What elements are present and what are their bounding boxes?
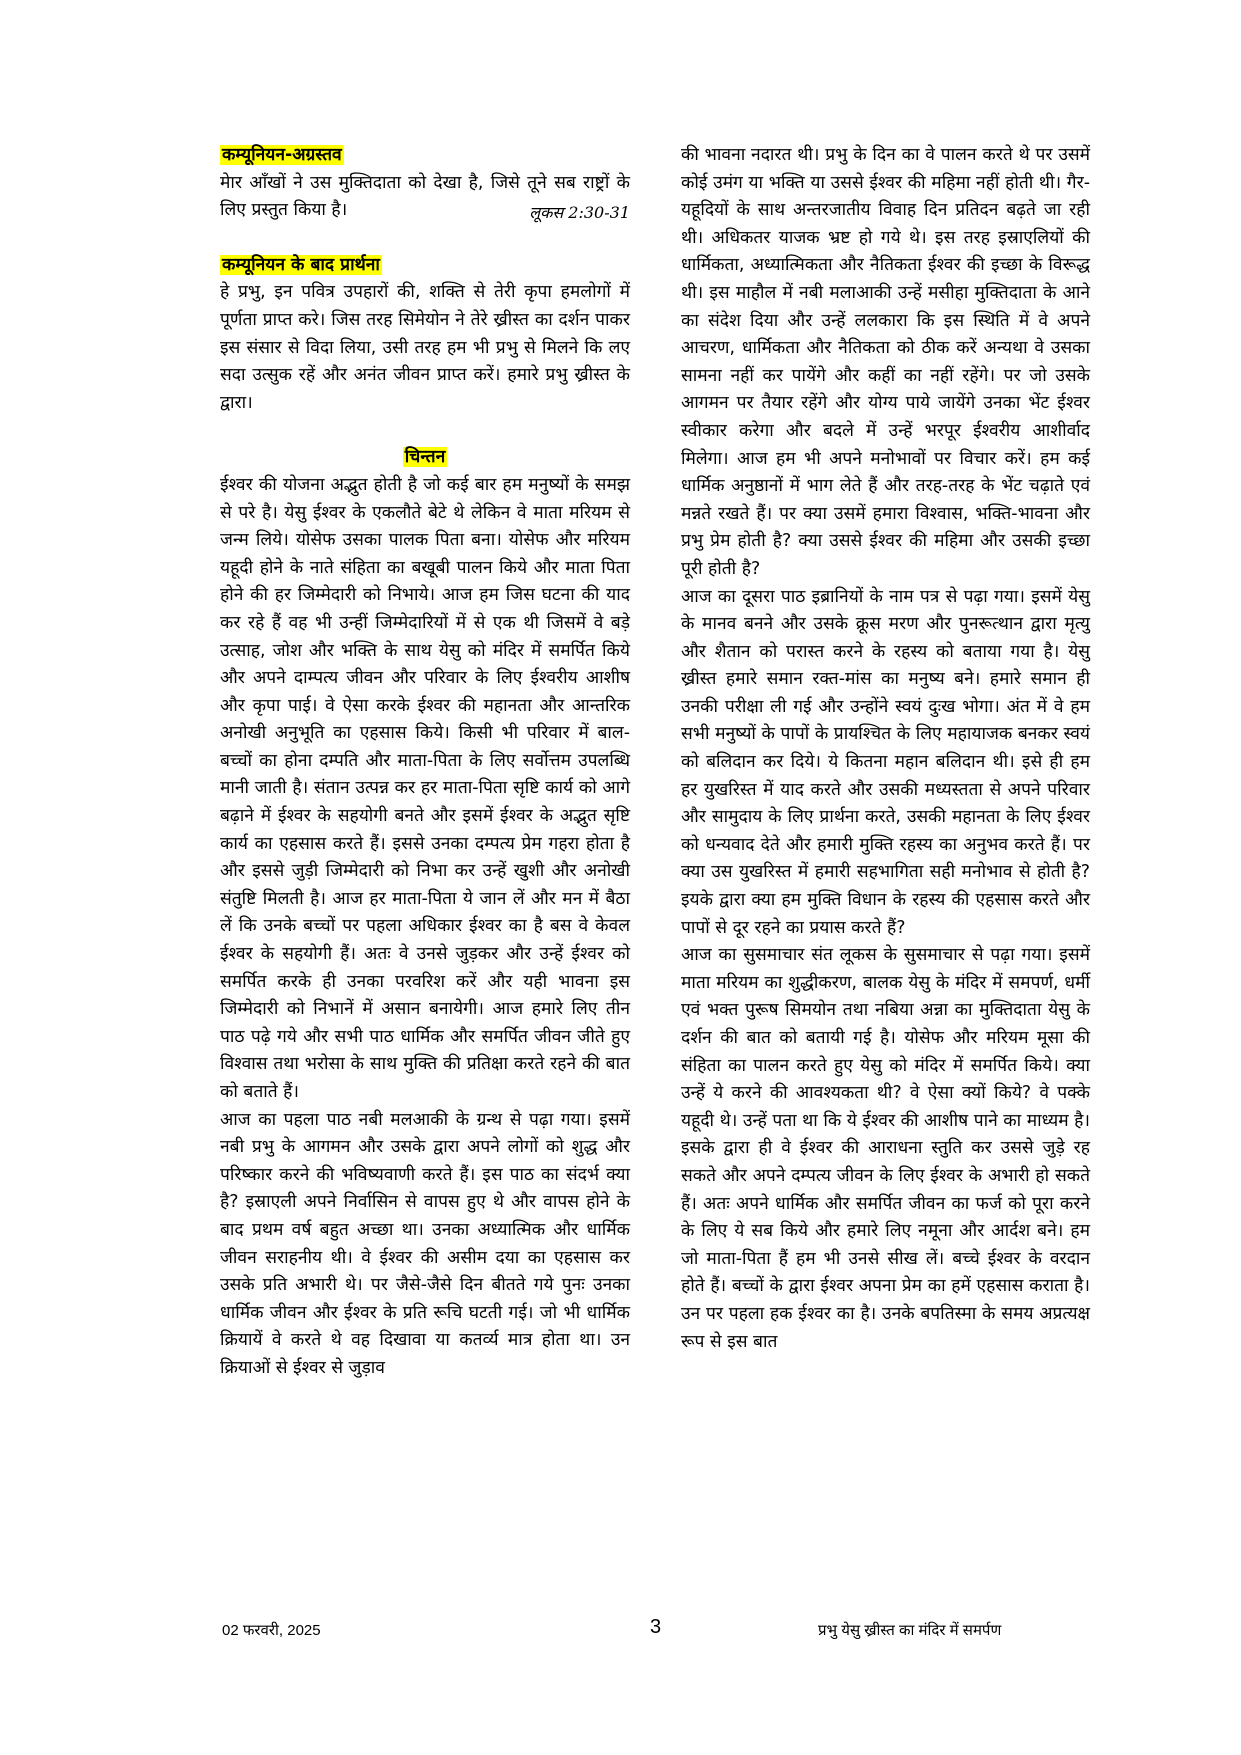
post-communion-section: [220, 252, 630, 418]
reflection-paragraph: आज का सुसमाचार संत लूकस के सुसमाचार से पढ़ा गया। इसमें माता मरियम का शुद्धीकरण, बालक येसु के मंदिर में समपर्ण, धर्मी एवं भक्त पुरूष सिमयोन तथा नबिया अन्ना का मुक्तिदाता येसु के दर्शन की बात को बतायी गई है। योसेफ और मरियम मूसा की संहिता का पालन करते हुए येसु को मंदिर में समर्पित किये। क्या उन्हें ये करने की आवश्यकता थी? वे ऐसा क्यों किये? वे पक्के यहूदी थे। उन्हें पता था कि ये ईश्वर की आशीष पाने का माध्यम है। इसके द्वारा ही वे ईश्वर की आराधना स्तुति कर उससे जुड़े रह सकते और अपने दम्पत्य जीवन के लिए ईश्वर के अभारी हो सकते हैं। अतः अपने धार्मिक और समर्पित जीवन का फर्ज को पूरा करने के लिए ये सब किये और हमारे लिए नमूना और आर्दश बने। हम जो माता-पिता हैं हम भी उनसे सीख लें। बच्चे ईश्वर के वरदान होते हैं। बच्चों के द्वारा ईश्वर अपना प्रेम का हमें एहसास कराता है। उन पर पहला हक ईश्वर का है। उनके बपतिस्मा के समय अप्रत्यक्ष रूप से इस बात: [681, 945, 1090, 1352]
spacer: [220, 225, 630, 252]
communion-antiphon-heading: कम्यूनियन-अग्रस्तव: [222, 145, 342, 165]
reflection-paragraph: आज का दूसरा पाठ इब्रानियों के नाम पत्र से पढ़ा गया। इसमें येसु के मानव बनने और उसके क्रूस मरण और पुनरूत्थान द्वारा मृत्यु और शैतान को परास्त करने के रहस्य को बताया गया है। येसु ख्रीस्त हमारे समान रक्त-मांस का मनुष्य बने। हमारे समान ही उनकी परीक्षा ली गई और उन्होंने स्वयं दुःख भोगा। अंत में वे हम सभी मनुष्यों के पापों के प्रायश्चित के लिए महायाजक बनकर स्वयं को बलिदान कर दिये। ये कितना महान बलिदान थी। इसे ही हम हर युखरिस्त में याद करते और उसकी मध्यस्तता से अपने परिवार और सामुदाय के लिए प्रार्थना करते, उसकी महानता के लिए ईश्वर को धन्यवाद देते और हमारी मुक्ति रहस्य का अनुभव करते हैं। पर क्या उस युखरिस्त में हमारी सहभागिता सही मनोभाव से होती है? इयके द्वारा क्या हम मुक्ति विधान के रहस्य की एहसास करते और पापों से दूर रहने का प्रयास करते हैं?: [681, 586, 1090, 938]
reflection-paragraph: ईश्वर की योजना अद्भुत होती है जो कई बार हम मनुष्यों के समझ से परे है। येसु ईश्वर के एकलौते बेटे थे लेकिन वे माता मरियम से जन्म लिये। योसेफ उसका पालक पिता बना। योसेफ और मरियम यहूदी होने के नाते संहिता का बखूबी पालन किये और माता पिता होने की हर जिम्मेदारी को निभाये। आज हम जिस घटना की याद कर रहे हैं वह भी उन्हीं जिम्मेदारियों में से एक थी जिसमें वे बड़े उत्साह, जोश और भक्ति के साथ येसु को मंदिर में समर्पित किये और अपने दाम्पत्य जीवन और परिवार के लिए ईश्वरीय आशीष और कृपा पाई। वे ऐसा करके ईश्वर की महानता और आन्तरिक अनोखी अनुभूति का एहसास किये। किसी भी परिवार में बाल-बच्चों का होना दम्पति और माता-पिता के लिए सर्वोत्तम उपलब्धि मानी जाती है। संतान उत्पन्न कर हर माता-पिता सृष्टि कार्य को आगे बढ़ाने में ईश्वर के सहयोगी बनते और इसमें ईश्वर के अद्भुत सृष्टि कार्य का एहसास करते हैं। इससे उनका दम्पत्य प्रेम गहरा होता है और इससे जुड़ी जिम्मेदारी को निभा कर उन्हें खुशी और अनोखी संतुष्टि मिलती है। आज हर माता-पिता ये जान लें और मन में बैठा लें कि उनके बच्चों पर पहला अधिकार ईश्वर का है बस वे केवल ईश्वर के सहयोगी हैं। अतः वे उनसे जुड़कर और उन्हें ईश्वर को समर्पित करके ही उनका परवरिश करें और यही भावना इस जिम्मेदारी को निभानें में असान बनायेगी। आज हमारे लिए तीन पाठ पढ़े गये और सभी पाठ धार्मिक और समर्पित जीवन जीते हुए विश्वास तथा भरोसा के साथ मुक्ति की प्रतिक्षा करते रहने की बात को बताते हैं।: [220, 474, 630, 1102]
left-column: [220, 142, 630, 1383]
post-communion-heading: कम्यूनियन के बाद प्रार्थना: [222, 254, 380, 275]
footer-date: 02 फरवरी, 2025: [222, 1622, 321, 1639]
spacer: [220, 417, 630, 444]
reflection-paragraph: आज का पहला पाठ नबी मलआकी के ग्रन्थ से पढ़ा गया। इसमें नबी प्रभु के आगमन और उसके द्वारा अपने लोगों को शुद्ध और परिष्कार करने की भविष्यवाणी करते हैं। इस पाठ का संदर्भ क्या है? इस्राएली अपने निर्वासिन से वापस हुए थे और वापस होने के बाद प्रथम वर्ष बहुत अच्छा था। उनका अध्यात्मिक और धार्मिक जीवन सराहनीय थी। वे ईश्वर की असीम दया का एहसास कर उसके प्रति अभारी थे। पर जैसे-जैसे दिन बीतते गये पुनः उनका धार्मिक जीवन और ईश्वर के प्रति रूचि घटती गई। जो भी धार्मिक क्रियायें वे करते थे वह दिखावा या कतर्व्य मात्र होता था। उन क्रियाओं से ईश्वर से जुड़ाव: [220, 1109, 630, 1378]
reflection-paragraph: की भावना नदारत थी। प्रभु के दिन का वे पालन करते थे पर उसमें कोई उमंग या भक्ति या उससे ईश्वर की महिमा नहीं होती थी। गैर-यहूदियों के साथ अन्तरजातीय विवाह दिन प्रतिदन बढ़ते जा रही थी। अधिकतर याजक भ्रष्ट हो गये थे। इस तरह इस्राएलियों की धार्मिकता, अध्यात्मिकता और नैतिकता ईश्वर की इच्छा के विरूद्ध थी। इस माहौल में नबी मलाआकी उन्हें मसीहा मुक्तिदाता के आने का संदेश दिया और उन्हें ललकारा कि इस स्थिति में वे अपने आचरण, धार्मिकता और नैतिकता को ठीक करें अन्यथा वे उसका सामना नहीं कर पायेंगे और कहीं का नहीं रहेंगे। पर जो उसके आगमन पर तैयार रहेंगे और योग्य पाये जायेंगे उनका भेंट ईश्वर स्वीकार करेगा और बदले में उन्हें भरपूर ईश्वरीय आशीर्वाद मिलेगा। आज हम भी अपने मनोभावों पर विचार करें। हम कई धार्मिक अनुष्ठानों में भाग लेते हैं और तरह-तरह के भेंट चढ़ाते एवं मन्नते रखते हैं। पर क्या उसमें हमारा विश्वास, भक्ति-भावना और प्रभु प्रेम होती है? क्या उससे ईश्वर की महिमा और उसकी इच्छा पूरी होती है?: [681, 145, 1090, 579]
section-heading: [220, 444, 630, 472]
communion-antiphon-section: [220, 142, 630, 225]
post-communion-prayer-text: हे प्रभु, इन पवित्र उपहारों की, शक्ति से तेरी कृपा हमलोगों में पूर्णता प्राप्त करे। जिस तरह सिमेयोन ने तेरे ख्रीस्त का दर्शन पाकर इस संसार से विदा लिया, उसी तरह हम भी प्रभु से मिलने कि लए सदा उत्सुक रहें और अनंत जीवन प्राप्त करें। हमारे प्रभु ख्रीस्त के द्वारा।: [220, 282, 630, 413]
footer-title: प्रभु येसु ख्रीस्त का मंदिर में समर्पण: [818, 1622, 1002, 1639]
page-footer: [0, 1616, 1241, 1646]
scripture-reference: लूकस 2:30-31: [529, 203, 630, 223]
reflection-section: [220, 444, 630, 1382]
reflection-heading: चिन्तन: [404, 447, 446, 468]
communion-antiphon-text: [220, 170, 630, 225]
antiphon-text: मेार आँखों ने उस मुक्तिदाता को देखा है, जिसे तूने सब राष्ट्रों के लिए प्रस्तुत किया है।: [220, 172, 630, 221]
right-column: [681, 142, 1090, 1356]
section-heading: [220, 142, 630, 170]
page-number: 3: [650, 1616, 662, 1638]
section-heading: [220, 252, 630, 280]
